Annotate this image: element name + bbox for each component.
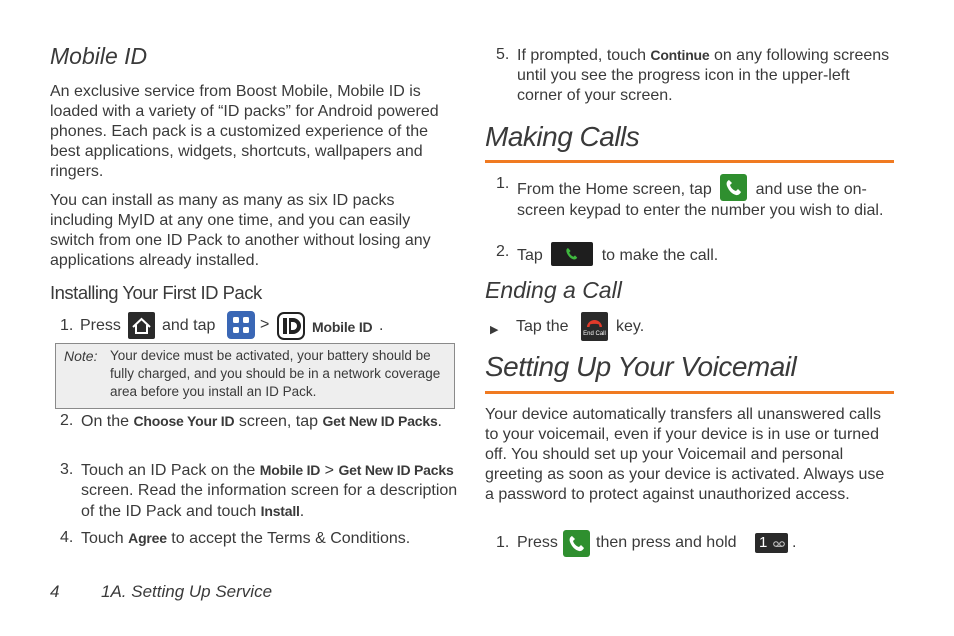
step-separator: >	[324, 462, 334, 479]
step-text: and use the on-screen keypad to enter the number you wish to dial.	[517, 181, 884, 219]
step-text: Tap the	[516, 318, 569, 335]
key-label: 1	[759, 534, 768, 551]
section-rule	[485, 160, 894, 163]
id-pack-install-paragraph: You can install as many as many as six ID packs including MyID at any one time, and you can easily switch from one ID Pack to another without losing any applications already installed.	[50, 192, 431, 269]
install-step-5	[496, 45, 894, 106]
end-call-label: End Call	[583, 331, 606, 337]
making-calls-heading: Making Calls	[485, 121, 640, 152]
mobile-id-app-icon[interactable]	[277, 311, 305, 341]
making-calls-step-2	[496, 242, 894, 266]
step-number: 2.	[496, 243, 510, 260]
step-text: key.	[616, 318, 645, 335]
step-number: 2.	[60, 412, 74, 429]
step-text: Tap	[517, 247, 543, 264]
step-punctuation: .	[792, 534, 797, 551]
step-text: on any following screens until you see the progress icon in the upper-left corner of your screen.	[517, 47, 890, 104]
step-text: Press	[80, 317, 121, 334]
step-punctuation: .	[299, 503, 305, 520]
step-number: 3.	[60, 461, 74, 478]
step-number: 1.	[60, 317, 74, 334]
mobile-id-label: Mobile ID	[312, 319, 373, 335]
setting-up-voicemail-heading: Setting Up Your Voicemail	[485, 351, 797, 382]
step-text: to make the call.	[601, 247, 719, 264]
install-step-2	[60, 411, 458, 432]
ending-a-call-heading: Ending a Call	[485, 277, 622, 303]
mobile-id-heading: Mobile ID	[50, 43, 148, 69]
step-text: From the Home screen, tap	[517, 181, 712, 198]
step-text: screen. Read the information screen for a description of the ID Pack and touch	[81, 482, 458, 520]
step-number: 4.	[60, 529, 74, 546]
bullet-arrow-icon: ▶	[490, 324, 499, 336]
mobile-id-intro-paragraph: An exclusive service from Boost Mobile, Mobile ID is loaded with a variety of “ID packs” for Android powered phones. Each pack is a customized experience of the best applications, widgets, shortcuts, wallpapers and ringers.	[50, 83, 439, 180]
voicemail-icon	[773, 540, 785, 548]
step-number: 1.	[496, 175, 510, 192]
install-label: Install	[260, 503, 300, 519]
step-separator: >	[260, 316, 270, 333]
voicemail-key-1[interactable]	[755, 533, 788, 553]
voicemail-paragraph: Your device automatically transfers all unanswered calls to your voicemail, even if your device is in use or turned off. You should set up your Voicemail and personal greeting as soon as your device is activated. Always use a password to protect against unauthorized access.	[485, 406, 885, 503]
ending-call-instruction	[490, 315, 890, 343]
phone-app-icon[interactable]	[720, 174, 747, 201]
choose-your-id-label: Choose Your ID	[133, 413, 235, 429]
mobile-id-label: Mobile ID	[259, 462, 321, 478]
install-step-1	[60, 312, 460, 340]
end-call-key-icon[interactable]	[581, 312, 608, 341]
app-launcher-icon[interactable]	[227, 311, 255, 339]
step-number: 1.	[496, 534, 510, 551]
step-text: then press and hold	[596, 534, 737, 551]
agree-label: Agree	[128, 530, 167, 546]
call-button-icon[interactable]	[551, 242, 593, 266]
step-text: Touch	[81, 530, 124, 547]
step-text: to accept the Terms & Conditions.	[171, 530, 411, 547]
note-text: Your device must be activated, your battery should be fully charged, and you should be in a network coverage area before you install an ID Pack.	[110, 348, 441, 399]
note-label: Note:	[64, 348, 98, 364]
step-punctuation: .	[379, 317, 384, 334]
step-text: screen, tap	[238, 413, 319, 430]
home-key-icon[interactable]	[128, 312, 155, 339]
step-punctuation: .	[437, 413, 442, 430]
installing-first-id-pack-subheading: Installing Your First ID Pack	[50, 282, 262, 303]
step-text: Press	[517, 534, 558, 551]
install-step-3	[60, 460, 458, 522]
note-box	[55, 343, 455, 409]
step-text: If prompted, touch	[517, 47, 646, 64]
step-text: and tap	[162, 317, 216, 334]
section-title: 1A. Setting Up Service	[101, 582, 273, 601]
install-step-4	[60, 528, 458, 549]
get-new-id-packs-label: Get New ID Packs	[322, 413, 438, 429]
section-rule	[485, 391, 894, 394]
phone-app-icon[interactable]	[563, 530, 590, 557]
step-text: Touch an ID Pack on the	[81, 462, 256, 479]
step-number: 5.	[496, 46, 510, 63]
page-number: 4	[50, 582, 60, 601]
voicemail-step-1	[496, 530, 894, 558]
get-new-id-packs-label: Get New ID Packs	[338, 462, 454, 478]
making-calls-step-1	[496, 174, 894, 221]
step-text: On the	[81, 413, 130, 430]
continue-label: Continue	[650, 47, 710, 63]
